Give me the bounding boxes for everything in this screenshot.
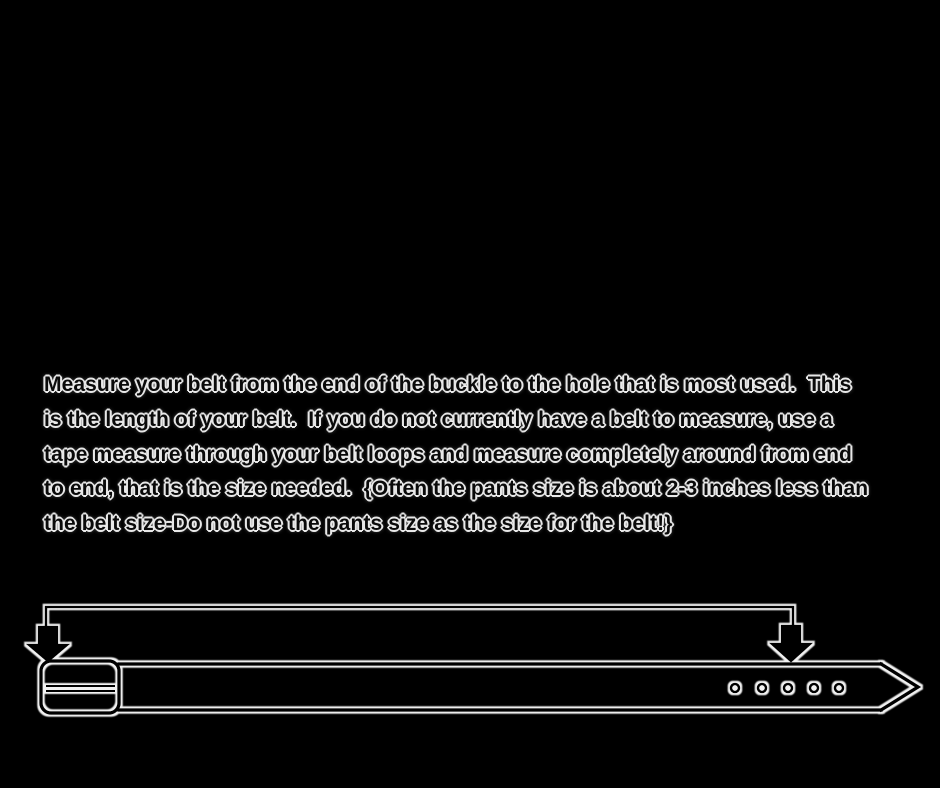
- measurement-extent-line: [46, 607, 793, 628]
- paragraph-line-5: the belt size-Do not use the pants size as the size for the belt!}: [44, 512, 673, 536]
- down-arrow-left-icon: [29, 627, 67, 661]
- buckle-bar: [47, 686, 114, 691]
- belt-hole: [758, 684, 766, 692]
- belt-tip: [881, 664, 918, 710]
- belt-hole: [810, 684, 818, 692]
- paragraph-line-2: is the length of your belt. If you do not currently have a belt to measure, use a: [44, 407, 833, 431]
- paragraph-line-1: Measure your belt from the end of the buckle to the hole that is most used. This: [44, 373, 852, 396]
- belt-hole: [731, 684, 739, 692]
- paragraph-line-4: to end, that is the size needed. {Often the pants size is about 2-3 inches less than: [44, 477, 869, 501]
- down-arrow-right-icon: [772, 626, 810, 661]
- belt-hole: [835, 684, 843, 692]
- paragraph-line-3: tape measure through your belt loops and measure completely around from end: [44, 442, 852, 466]
- belt-hole: [784, 684, 792, 692]
